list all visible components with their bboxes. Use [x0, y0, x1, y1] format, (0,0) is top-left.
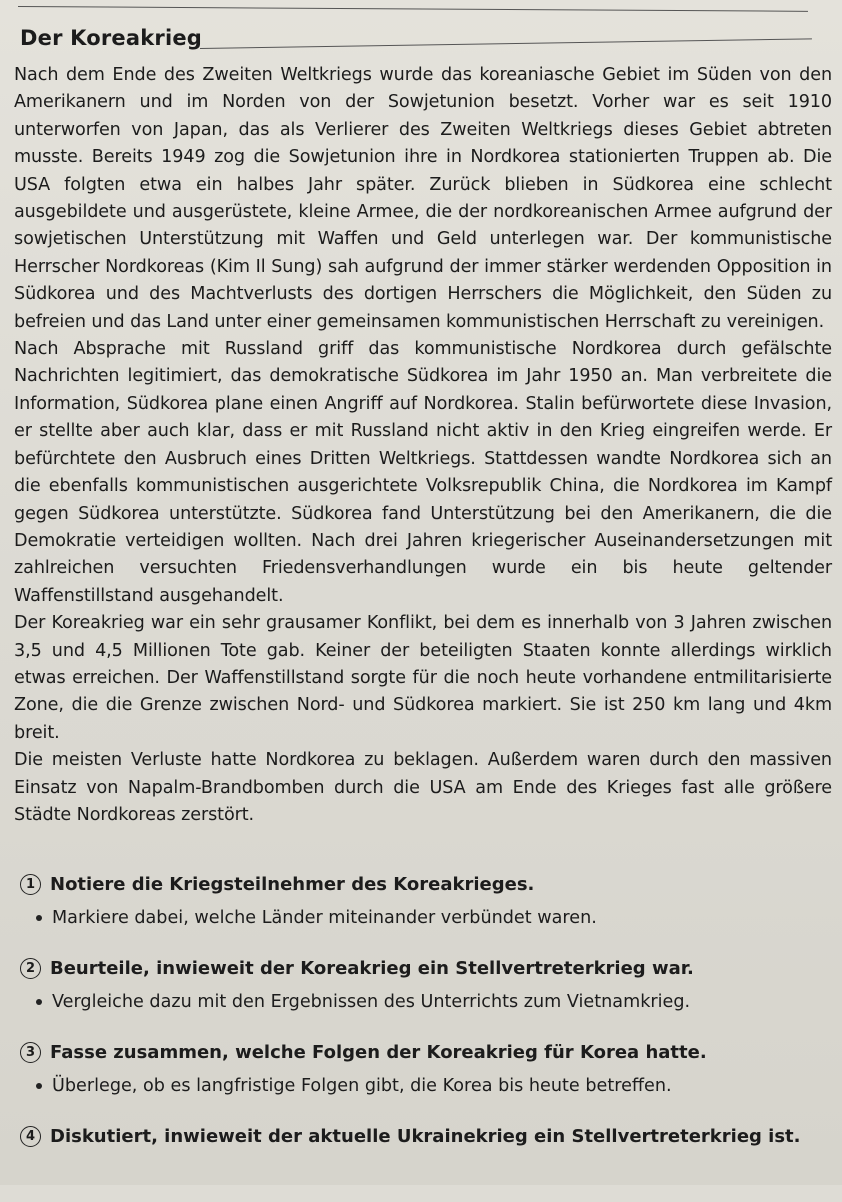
task-number-circle: 1	[20, 874, 41, 895]
task-hint: Markiere dabei, welche Länder miteinander verbündet waren.	[52, 908, 597, 928]
task-list	[20, 866, 832, 1202]
paragraph: Nach Absprache mit Russland griff das kommunistische Nordkorea durch gefälschte Nachrichten legitimiert, das demokratische Südkorea im Jahr 1950 an. Man verbreitete die Information, Südkorea plane einen Angriff auf Nordkorea. Stalin befürwortete diese Invasion, er stellte aber auch klar, dass er mit Russland nicht aktiv in den Krieg eingreifen werde. Er befürchtete den Ausbruch eines Dritten Weltkriegs. Stattdessen wandte Nordkorea sich an die ebenfalls kommunistischen ausgerichtete Volksrepublik China, die Nordkorea im Kampf gegen Südkorea unterstützte. Südkorea fand Unterstützung bei den Amerikanern, die die Demokratie verteidigen wollten. Nach drei Jahren kriegerischer Auseinandersetzungen mit zahlreichen versuchten Friedensverhandlungen wurde ein bis heute geltender Waffenstillstand ausgehandelt.	[14, 339, 832, 606]
task-title: Diskutiert, inwieweit der aktuelle Ukrainekrieg ein Stellvertreterkrieg ist.	[50, 1125, 801, 1147]
task-title: Beurteile, inwieweit der Koreakrieg ein Stellvertreterkrieg war.	[50, 957, 694, 979]
task-title: Notiere die Kriegsteilnehmer des Koreakrieges.	[50, 873, 535, 895]
page-title: Der Koreakrieg	[20, 26, 203, 50]
title-underline	[200, 38, 812, 49]
paragraph: Nach dem Ende des Zweiten Weltkriegs wurde das koreaniasche Gebiet im Süden von den Amerikanern und im Norden von der Sowjetunion besetzt. Vorher war es seit 1910 unterworfen von Japan, das als Verlierer des Zweiten Weltkriegs dieses Gebiet abtreten musste. Bereits 1949 zog die Sowjetunion ihre in Nordkorea stationierten Truppen ab. Die USA folgten etwa ein halbes Jahr später. Zurück blieben in Südkorea eine schlecht ausgebildete und ausgerüstete, kleine Armee, die der nordkoreanischen Armee aufgrund der sowjetischen Unterstützung mit Waffen und Geld unterlegen war. Der kommunistische Herrscher Nordkoreas (Kim Il Sung) sah aufgrund der immer stärker werdenden Opposition in Südkorea und des Machtverlusts des dortigen Herrschers die Möglichkeit, den Süden zu befreien und das Land unter einer gemeinsamen kommunistischen Herrschaft zu vereinigen.	[14, 65, 832, 332]
task-item	[20, 866, 832, 950]
task-number-circle: 2	[20, 958, 41, 979]
task-title: Fasse zusammen, welche Folgen der Koreakrieg für Korea hatte.	[50, 1041, 707, 1063]
bullet-icon	[36, 999, 42, 1005]
task-item	[20, 950, 832, 1034]
paragraph: Die meisten Verluste hatte Nordkorea zu beklagen. Außerdem waren durch den massiven Einsatz von Napalm-Brandbomben durch die USA am Ende des Krieges fast alle größere Städte Nordkoreas zerstört.	[14, 750, 832, 825]
task-number-circle: 3	[20, 1042, 41, 1063]
task-hint: Vergleiche dazu mit den Ergebnissen des Unterrichts zum Vietnamkrieg.	[52, 992, 691, 1012]
task-item	[20, 1034, 832, 1118]
bullet-icon	[36, 915, 42, 921]
paragraph: Der Koreakrieg war ein sehr grausamer Konflikt, bei dem es innerhalb von 3 Jahren zwischen 3,5 und 4,5 Millionen Tote gab. Keiner der beteiligten Staaten konnte allerdings wirklich etwas erreichen. Der Waffenstillstand sorgte für die noch heute vorhandene entmilitarisierte Zone, die die Grenze zwischen Nord- und Südkorea markiert. Sie ist 250 km lang und 4km breit.	[14, 613, 832, 743]
task-item	[20, 1118, 832, 1202]
bullet-icon	[36, 1083, 42, 1089]
article-text	[14, 62, 832, 829]
top-divider-line	[18, 6, 808, 12]
task-number-circle: 4	[20, 1126, 41, 1147]
task-hint: Überlege, ob es langfristige Folgen gibt, die Korea bis heute betreffen.	[52, 1076, 672, 1096]
